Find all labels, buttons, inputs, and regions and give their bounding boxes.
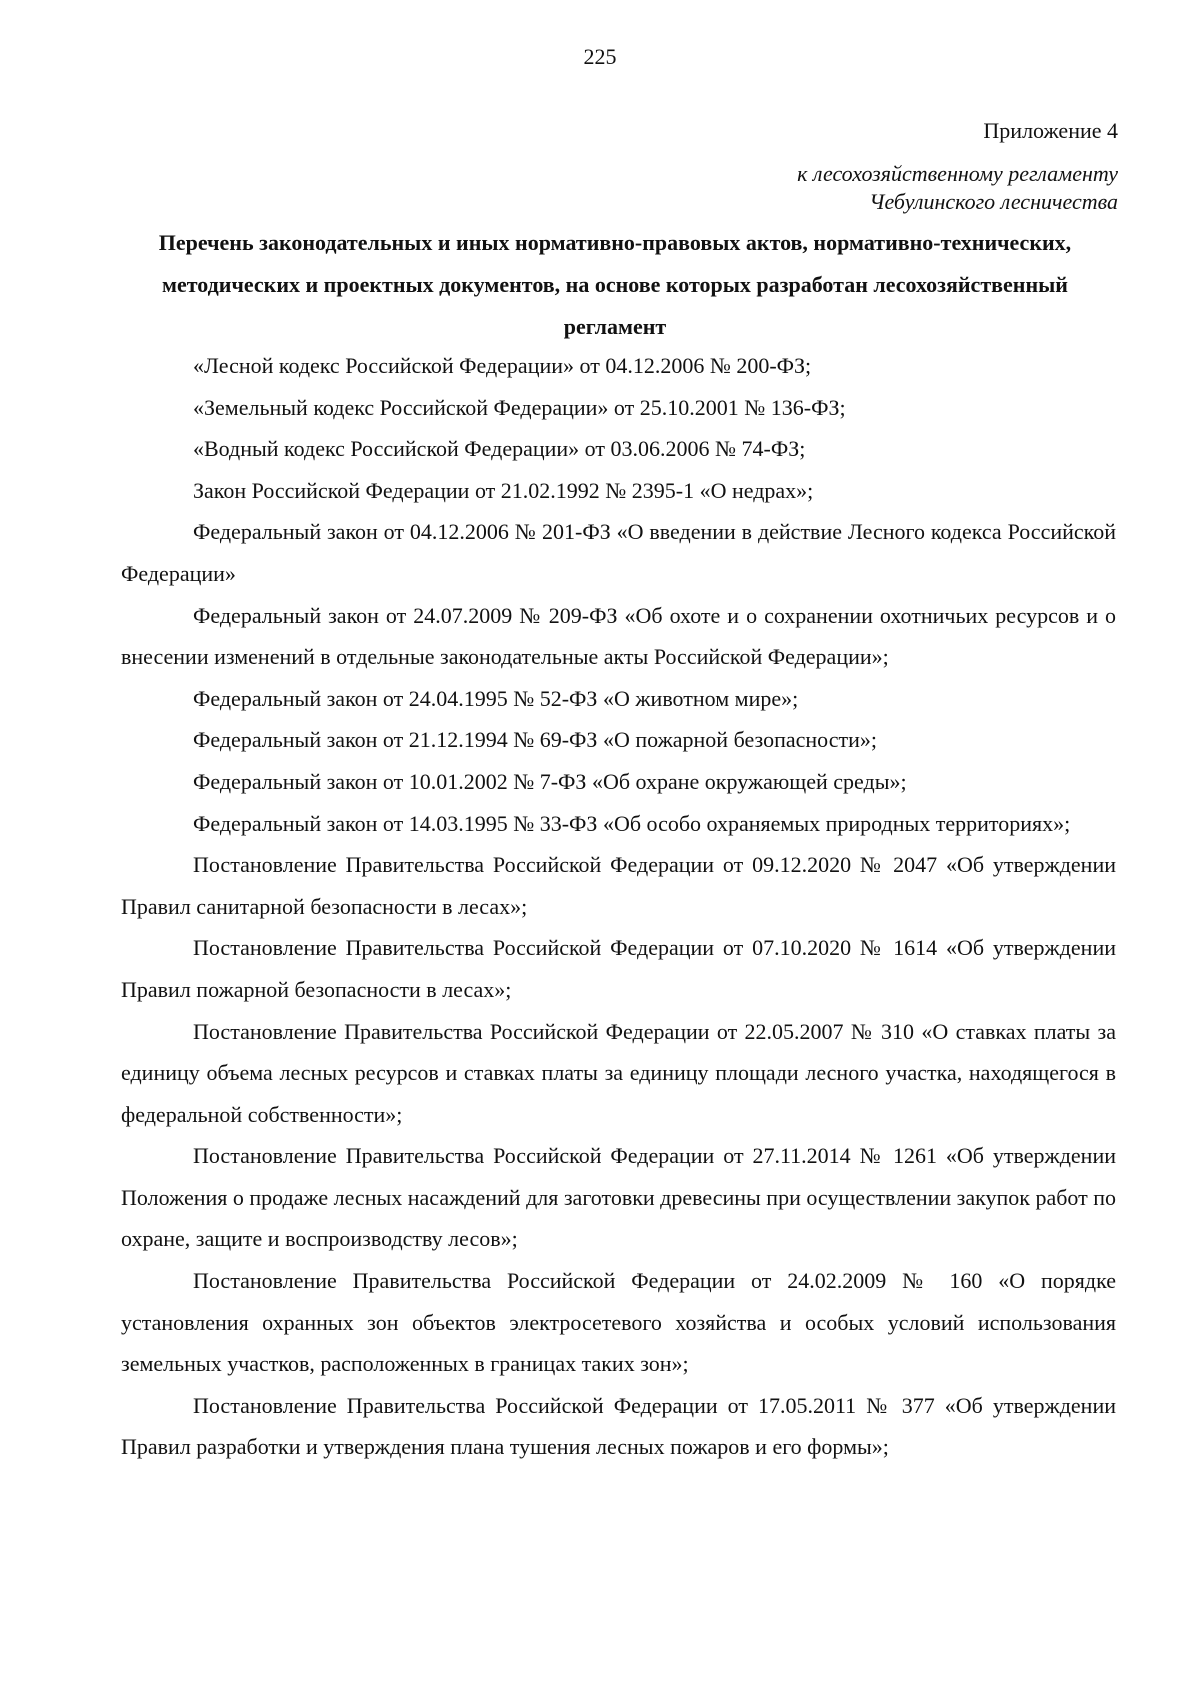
- list-item: «Земельный кодекс Российской Федерации» от 25.10.2001 № 136-ФЗ;: [193, 394, 846, 420]
- list-item: Федеральный закон от 10.01.2002 № 7-ФЗ «Об охране окружающей среды»;: [193, 768, 907, 794]
- list-item: Постановление Правительства Российской Федерации от 07.10.2020 № 1614 «Об утверждении Правил пожарной безопасности в лесах»;: [121, 935, 1116, 1002]
- list-item: Федеральный закон от 21.12.1994 № 69-ФЗ «О пожарной безопасности»;: [193, 727, 877, 753]
- list-item: Постановление Правительства Российской Федерации от 17.05.2011 № 377 «Об утверждении Правил разработки и утверждения плана тушения лесных пожаров и его формы»;: [121, 1392, 1116, 1460]
- list-item: «Лесной кодекс Российской Федерации» от 04.12.2006 № 200-ФЗ;: [193, 353, 812, 378]
- list-item: Постановление Правительства Российской Федерации от 27.11.2014 № 1261 «Об утверждении Положения о продаже лесных насаждений для заготовки древесины при осуществлении закупок работ по охране, защите и воспроизводству лесов»;: [121, 1143, 1117, 1252]
- list-item: Постановление Правительства Российской Федерации от 09.12.2020 № 2047 «Об утверждении Правил санитарной безопасности в лесах»;: [121, 852, 1116, 919]
- appendix-subtitle-line-2: Чебулинского лесничества: [869, 189, 1118, 214]
- list-item: Закон Российской Федерации от 21.02.1992 № 2395-1 «О недрах»;: [193, 477, 814, 503]
- appendix-subtitle-line-1: к лесохозяйственному регламенту: [797, 161, 1118, 186]
- list-item: Федеральный закон от 14.03.1995 № 33-ФЗ «Об особо охраняемых природных территориях»;: [193, 810, 1071, 836]
- list-item: Федеральный закон от 24.04.1995 № 52-ФЗ «О животном мире»;: [193, 685, 799, 711]
- document-heading: Перечень законодательных и иных нормативно-правовых актов, нормативно-технических, методических и проектных документов, на основе которых разработан лесохозяйственный регламент: [158, 230, 1072, 339]
- page-number: 225: [583, 44, 617, 69]
- list-item: Постановление Правительства Российской Федерации от 22.05.2007 № 310 «О ставках платы за единицу объема лесных ресурсов и ставках платы за единицу площади лесного участка, находящегося в федеральной собственности»;: [121, 1018, 1116, 1127]
- appendix-title: Приложение 4: [983, 118, 1118, 143]
- list-item: «Водный кодекс Российской Федерации» от 03.06.2006 № 74-ФЗ;: [193, 436, 806, 462]
- list-item: Федеральный закон от 04.12.2006 № 201-ФЗ «О введении в действие Лесного кодекса Российской Федерации»: [121, 519, 1116, 586]
- list-item: Федеральный закон от 24.07.2009 № 209-ФЗ «Об охоте и о сохранении охотничьих ресурсов и о внесении изменений в отдельные законодательные акты Российской Федерации»;: [121, 602, 1116, 670]
- legal-acts-list: [121, 345, 1116, 1468]
- appendix-subtitle: [797, 160, 1118, 216]
- list-item: Постановление Правительства Российской Федерации от 24.02.2009 № 160 «О порядке установления охранных зон объектов электросетевого хозяйства и особых условий использования земельных участков, расположенных в границах таких зон»;: [121, 1268, 1116, 1377]
